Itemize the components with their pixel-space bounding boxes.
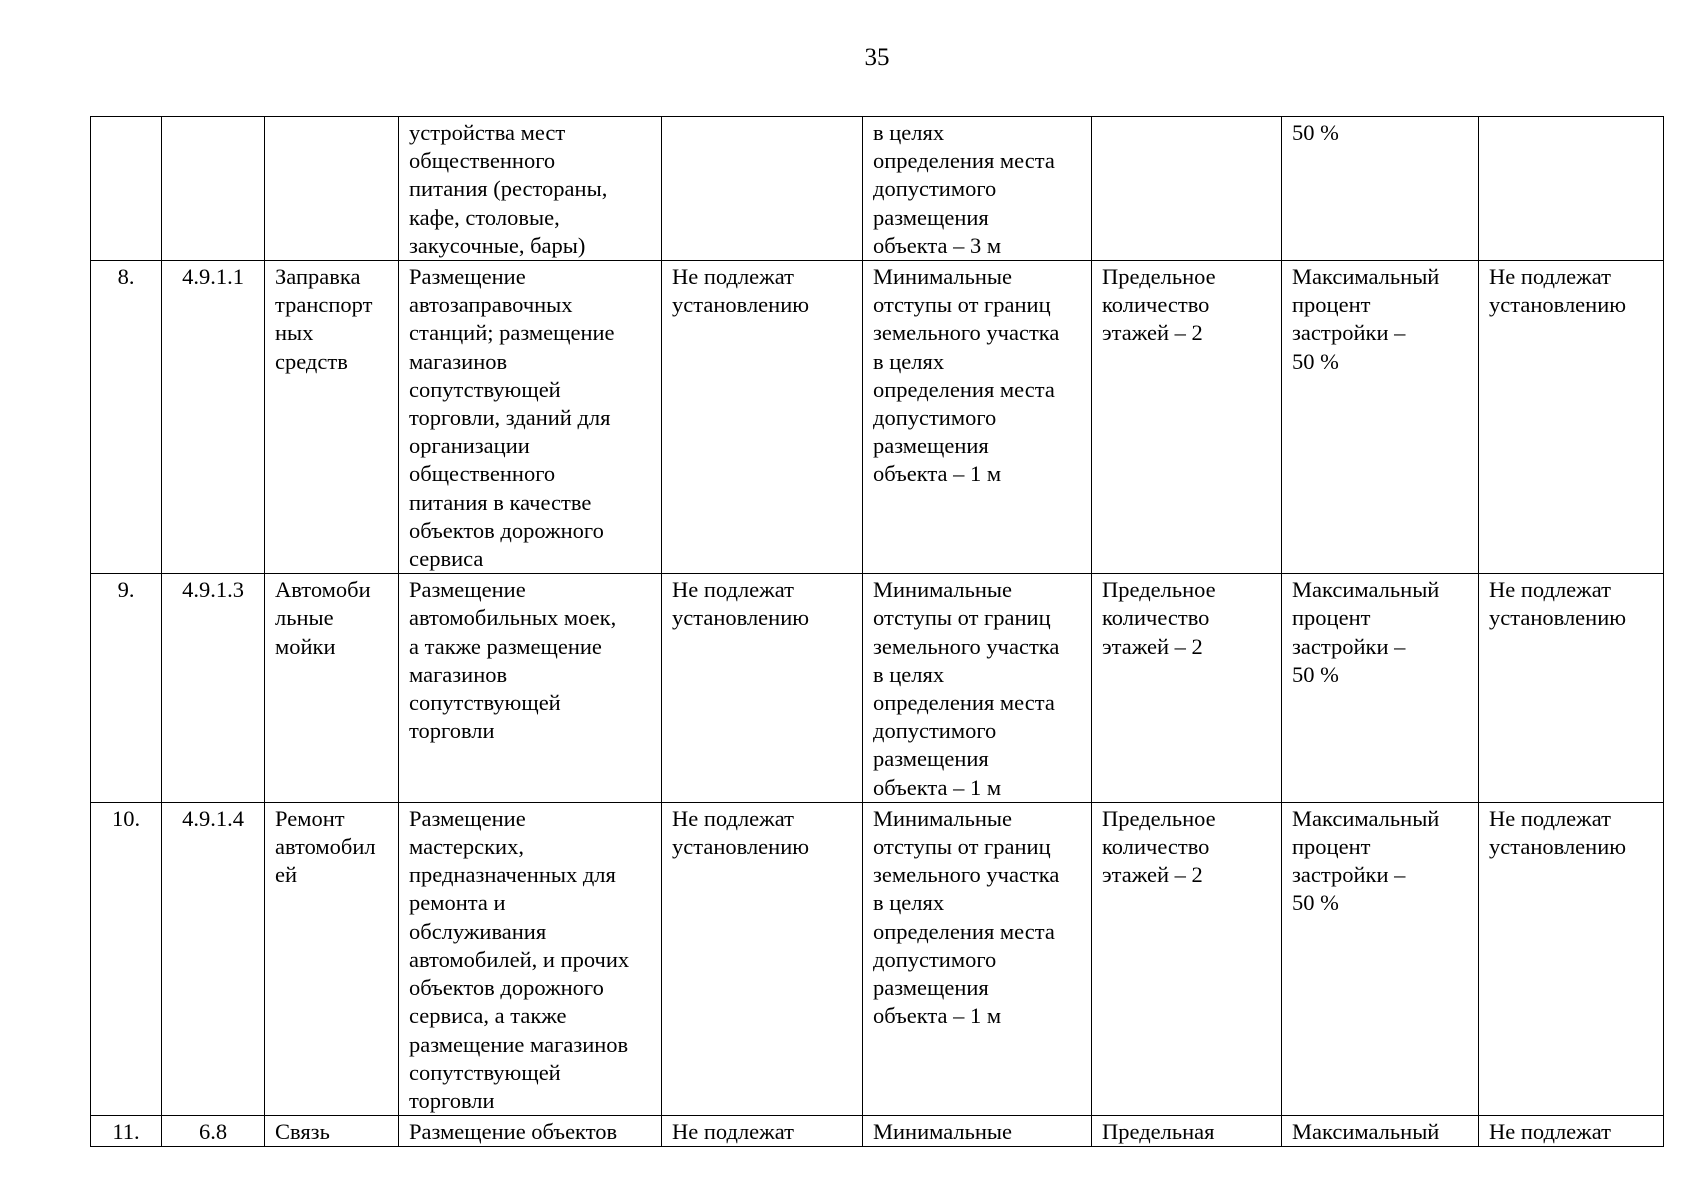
indent-cell: Минимальные xyxy=(863,1116,1092,1147)
other-cell xyxy=(1479,117,1664,261)
table-row xyxy=(91,117,1664,261)
code-cell: 4.9.1.3 xyxy=(162,574,265,803)
use-name-cell: Ремонт автомобил ей xyxy=(265,802,399,1115)
coverage-cell: 50 % xyxy=(1282,117,1479,261)
code-cell: 6.8 xyxy=(162,1116,265,1147)
use-name-cell xyxy=(265,117,399,261)
coverage-cell: Максимальный xyxy=(1282,1116,1479,1147)
description-cell: Размещение мастерских, предназначенных для ремонта и обслуживания автомобилей, и прочих объектов дорожного сервиса, а также размещение магазинов сопутствующей торговли xyxy=(399,802,662,1115)
row-number-cell xyxy=(91,117,162,261)
floors-cell: Предельное количество этажей – 2 xyxy=(1092,261,1282,574)
table-row xyxy=(91,574,1664,803)
page-number: 35 xyxy=(864,44,890,71)
table-row xyxy=(91,1116,1664,1147)
use-name-cell: Заправка транспорт ных средств xyxy=(265,261,399,574)
indent-cell: в целях определения места допустимого размещения объекта – 3 м xyxy=(863,117,1092,261)
table-row xyxy=(91,261,1664,574)
param-cell: Не подлежат установлению xyxy=(662,261,863,574)
description-cell: Размещение автомобильных моек, а также размещение магазинов сопутствующей торговли xyxy=(399,574,662,803)
other-cell: Не подлежат установлению xyxy=(1479,802,1664,1115)
indent-cell: Минимальные отступы от границ земельного участка в целях определения места допустимого размещения объекта – 1 м xyxy=(863,261,1092,574)
table-row xyxy=(91,802,1664,1115)
row-number-cell: 8. xyxy=(91,261,162,574)
row-number-cell: 9. xyxy=(91,574,162,803)
other-cell: Не подлежат xyxy=(1479,1116,1664,1147)
other-cell: Не подлежат установлению xyxy=(1479,574,1664,803)
description-cell: устройства мест общественного питания (рестораны, кафе, столовые, закусочные, бары) xyxy=(399,117,662,261)
row-number-cell: 11. xyxy=(91,1116,162,1147)
row-number-cell: 10. xyxy=(91,802,162,1115)
description-cell: Размещение объектов xyxy=(399,1116,662,1147)
param-cell: Не подлежат xyxy=(662,1116,863,1147)
use-name-cell: Автомоби льные мойки xyxy=(265,574,399,803)
code-cell: 4.9.1.4 xyxy=(162,802,265,1115)
floors-cell xyxy=(1092,117,1282,261)
param-cell xyxy=(662,117,863,261)
use-name-cell: Связь xyxy=(265,1116,399,1147)
description-cell: Размещение автозаправочных станций; размещение магазинов сопутствующей торговли, зданий для организации общественного питания в качестве объектов дорожного сервиса xyxy=(399,261,662,574)
floors-cell: Предельная xyxy=(1092,1116,1282,1147)
param-cell: Не подлежат установлению xyxy=(662,574,863,803)
indent-cell: Минимальные отступы от границ земельного участка в целях определения места допустимого размещения объекта – 1 м xyxy=(863,574,1092,803)
indent-cell: Минимальные отступы от границ земельного участка в целях определения места допустимого размещения объекта – 1 м xyxy=(863,802,1092,1115)
code-cell xyxy=(162,117,265,261)
coverage-cell: Максимальный процент застройки – 50 % xyxy=(1282,261,1479,574)
coverage-cell: Максимальный процент застройки – 50 % xyxy=(1282,802,1479,1115)
land-use-table xyxy=(90,116,1664,1147)
code-cell: 4.9.1.1 xyxy=(162,261,265,574)
param-cell: Не подлежат установлению xyxy=(662,802,863,1115)
coverage-cell: Максимальный процент застройки – 50 % xyxy=(1282,574,1479,803)
floors-cell: Предельное количество этажей – 2 xyxy=(1092,802,1282,1115)
floors-cell: Предельное количество этажей – 2 xyxy=(1092,574,1282,803)
other-cell: Не подлежат установлению xyxy=(1479,261,1664,574)
